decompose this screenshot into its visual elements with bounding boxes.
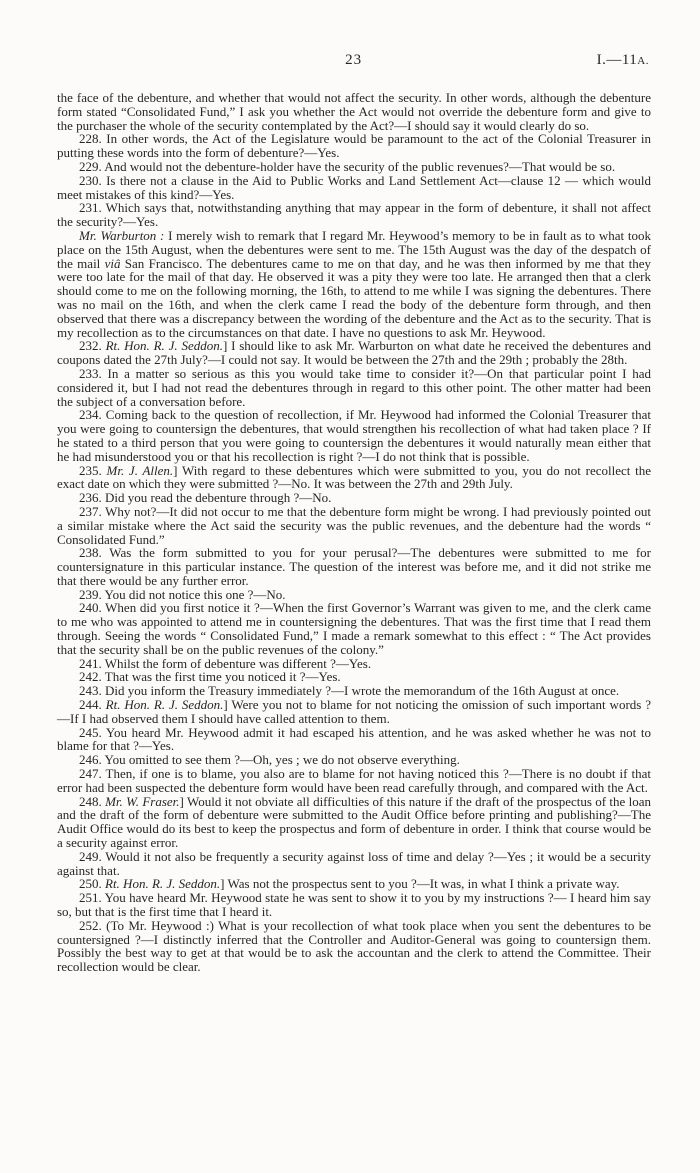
paragraph-text: ] Would it not obviate all difficulties of this nature if the draft of the prospectus of the loan and the draft of the form of debenture were submitted to the Audit Office before printing and publishing?—The Audit Office would do its best to keep the prospectus and form of debenture in order. I think that course would be a security against error. [57,793,652,851]
paragraph-text: ] Were you not to blame for not noticing the omission of such important words ?—If I had observed them I should have called attention to them. [57,697,652,726]
paragraph [57,91,651,132]
paragraph [57,174,651,202]
paragraph-text: 248. [79,793,106,809]
paragraph-text: ] Was not the prospectus sent to you ?—It was, in what I think a private way. [220,876,620,892]
paragraph [57,229,651,339]
paragraph [57,877,651,891]
paragraph-text: 238. Was the form submitted to you for your perusal?—The debentures were submitted to me for countersignature in this particular instance. The question of the interest was before me, and it did not strike me that there would be any further error. [57,545,651,588]
paragraph [57,767,651,795]
paragraph [57,753,651,767]
speaker-name: Mr. W. Fraser. [105,793,180,809]
paragraph-text: 247. Then, if one is to blame, you also are to blame for not having noticed this ?—There is no doubt if that error had been suspected the debenture form would have been read carefully through, and compared with the Act. [57,766,651,795]
paragraph-text: 236. Did you read the debenture through ?—No. [79,490,332,506]
transcript [57,91,651,974]
paragraph [57,919,651,974]
document-reference [597,52,649,69]
paragraph [57,339,651,367]
speaker-name: Rt. Hon. R. J. Seddon. [105,876,221,892]
speaker-name: Rt. Hon. R. J. Seddon. [105,338,223,354]
paragraph [57,505,651,546]
paragraph [57,795,651,850]
speaker-name: Mr. Warburton : [79,227,165,243]
paragraph [57,491,651,505]
paragraph-text: the face of the debenture, and whether that would not affect the security. In other words, although the debenture form stated “Consolidated Fund,” I ask you whether the Act would not override the debenture form and give to the purchaser the whole of the security contemplated by the Act?—I should say it would clearly do so. [57,90,651,133]
paragraph [57,464,651,492]
speaker-name: viâ [104,255,121,271]
paragraph [57,408,651,463]
paragraph-text: 240. When did you first notice it ?—When the first Governor’s Warrant was given to me, and the clerk came to me who was appointed to attend me in countersigning the debentures. That was the first time that I read them through. Seeing the words “ Consolidated Fund,” I made a remark somewhat to this effect : “ The Act provides that the security shall be on the public revenues of the colony.” [57,600,651,657]
paragraph [57,698,651,726]
paragraph [57,891,651,919]
paragraph [57,657,651,671]
paragraph-text: 241. Whilst the form of debenture was different ?—Yes. [79,655,372,671]
document-reference-main: I.—11 [596,52,638,68]
document-reference-suffix: A. [637,55,649,67]
paragraph-text: San Francisco. The debentures came to me on that day, and he was then informed by me that they were too late for the mail of that day. He observed it was a pity they were too late. He arranged then that a clerk should come to me on the following morning, the 16th, to attend to me while I was signing the debentures. There was no mail on the 16th, and when the clerk came I read the body of the debenture form through, and then observed that there was a discrepancy between the wording of the debenture and the Act as to the security. That is my recollection as to the circumstances on that date. I have no questions to ask Mr. Heywood. [57,255,651,340]
paragraph [57,670,651,684]
paragraph-text: 251. You have heard Mr. Heywood state he was sent to show it to you by my instructions ?— I heard him say so, but that is the first time that I heard it. [57,890,651,920]
paragraph [57,367,651,408]
paragraph-text: 232. [79,338,106,354]
page-header [57,52,651,70]
paragraph-text: I merely wish to remark that I regard Mr. Heywood’s memory to be in fault as to what took place on the 15th August, when the debentures were sent to me. The 15th August was the day of the despatch of the mail [57,227,651,271]
paragraph-text: 231. Which says that, notwithstanding anything that may appear in the form of debenture, it shall not affect the security?—Yes. [57,200,651,230]
paragraph [57,726,651,754]
paragraph-text: 237. Why not?—It did not occur to me that the debenture form might be wrong. I had previously pointed out a similar mistake where the Act said the security was the public revenues, and the debenture had the words “ Consolidated Fund.” [57,503,651,547]
paragraph-text: 246. You omitted to see them ?—Oh, yes ; we do not observe everything. [79,752,460,768]
paragraph-text: 233. In a matter so serious as this you would take time to consider it?—On that particular point I had considered it, but I had not read the debentures through in regard to this other point. The other matter had been the subject of a conversation before. [57,365,651,409]
paragraph-text: 230. Is there not a clause in the Aid to Public Works and Land Settlement Act—clause 12 — which would meet mistakes of this kind?—Yes. [57,172,651,202]
paragraph-text: 243. Did you inform the Treasury immediately ?—I wrote the memorandum of the 16th August at once. [79,683,620,699]
paragraph [57,160,651,174]
paragraph [57,201,651,229]
paragraph-text: 250. [79,876,105,892]
paragraph [57,132,651,160]
paragraph-text: 235. [79,462,107,478]
paragraph-text: 228. In other words, the Act of the Legislature would be paramount to the act of the Colonial Treasurer in putting these words into the form of debenture?—Yes. [57,131,651,161]
speaker-name: Rt. Hon. R. J. Seddon. [105,697,224,713]
speaker-name: Mr. J. Allen. [106,462,174,478]
paragraph-text: 234. Coming back to the question of recollection, if Mr. Heywood had informed the Colonial Treasurer that you were going to countersign the debentures, that would strengthen his recollection of what had taken place ? If he stated to a third person that you were going to countersign the debentures it would naturally mean either that he had misunderstood you or that his recollection is right ?—I do not think that is possible. [57,407,651,464]
paragraph-text: 245. You heard Mr. Heywood admit it had escaped his attention, and he was asked whether he was not to blame for that ?—Yes. [57,724,651,754]
paragraph [57,588,651,602]
paragraph [57,684,651,698]
paragraph-text: 249. Would it not also be frequently a security against loss of time and delay ?—Yes ; it would be a security against that. [57,848,651,878]
paragraph-text: 229. And would not the debenture-holder have the security of the public revenues?—That would be so. [79,158,616,174]
paragraph-text: 242. That was the first time you noticed it ?—Yes. [79,669,341,685]
paragraph [57,546,651,587]
paragraph [57,601,651,656]
page-number: 23 [345,52,363,68]
paragraph-text: ] With regard to these debentures which were submitted to you, you do not recollect the exact date on which they were submitted ?—No. It was between the 27th and 29th July. [57,462,652,492]
paragraph-text: 252. (To Mr. Heywood :) What is your recollection of what took place when you sent the debentures to be countersigned ?—I distinctly inferred that the Controller and Auditor-General was going to countersign them. Possibly the best way to get at that would be to ask the accountan and the clerk to attend the Committee. Their recollection would be clear. [57,917,651,975]
paragraph-text: 244. [79,697,106,713]
paragraph-text: 239. You did not notice this one ?—No. [79,586,286,602]
paragraph [57,850,651,878]
paragraph-text: ] I should like to ask Mr. Warburton on what date he received the debentures and coupons dated the 27th July?—I could not say. It would be between the 27th and the 29th ; probably the 28th. [57,338,651,368]
